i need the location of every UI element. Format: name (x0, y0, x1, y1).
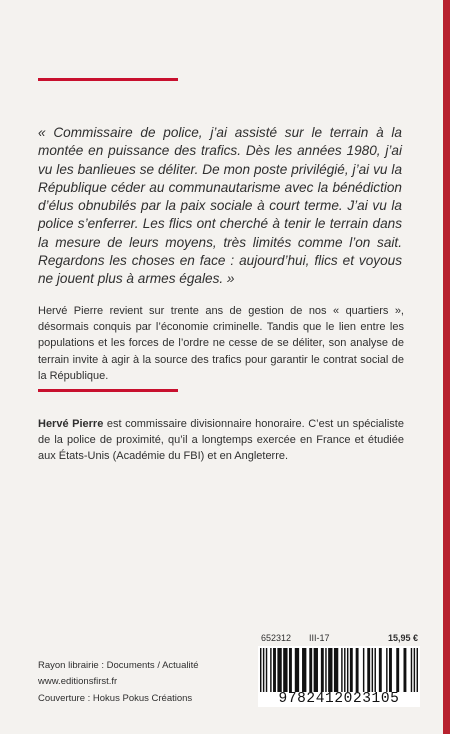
price: 15,95 € (387, 633, 418, 643)
barcode-bar (372, 648, 373, 692)
barcode-bar (263, 648, 264, 692)
reference-code: III-17 (309, 633, 330, 643)
barcode-block (258, 633, 420, 707)
barcode-bar (379, 648, 382, 692)
barcode-bar (273, 648, 276, 692)
barcode-bar (389, 648, 392, 692)
barcode-bar (270, 648, 271, 692)
barcode-bar (344, 648, 345, 692)
barcode-header (258, 633, 420, 645)
barcode-bar (341, 648, 342, 692)
barcode-bar (302, 648, 306, 692)
product-code: 652312 (261, 633, 292, 643)
barcode-bar (375, 648, 376, 692)
red-divider-bottom (38, 389, 178, 392)
author-bio-text: est commissaire divisionnaire honoraire. C’est un spécialiste de la police de proximité, qu’il a longtemps exercée en France et étudiée aux États-Unis (Académie du FBI) et en Angleterre. (38, 418, 404, 463)
rayon-label: Rayon librairie : Documents / Actualité (38, 660, 199, 671)
barcode-bar (321, 648, 324, 692)
barcode-bar (347, 648, 348, 692)
barcode-bar (334, 648, 338, 692)
barcode-bar (386, 648, 387, 692)
barcode-bar (283, 648, 287, 692)
author-bio (38, 416, 404, 465)
quote-text: « Commissaire de police, j’ai assisté sur le terrain à la montée en puissance des trafics. Dès les années 1980, j’ai vu les banlieues se déliter. De mon poste privilégié, j’ai vu la République céder au communautarisme avec la bénédiction d’élus obnubilés par la paix sociale à court terme. J’ai vu la police s’enferrer. Les flics ont cherché à tenir le terrain dans la mesure de leurs moyens, très limités comme l’on sait. Regardons les choses en face : aujourd’hui, flics et voyous ne jouent plus à armes égales. » (38, 125, 402, 287)
barcode-bar (295, 648, 299, 692)
barcode-bar (367, 648, 370, 692)
barcode-bar (350, 648, 353, 692)
barcode-bar (289, 648, 292, 692)
barcode-bar (404, 648, 407, 692)
barcode-bar (396, 648, 399, 692)
barcode-bar (363, 648, 364, 692)
publisher-website: www.editionsfirst.fr (38, 676, 118, 688)
author-name: Hervé Pierre (38, 418, 104, 430)
credits-block (38, 658, 199, 707)
barcode-bars (260, 648, 418, 692)
ean-number: 9782412023105 (278, 691, 400, 707)
barcode-bar (417, 648, 418, 692)
red-divider-top (38, 78, 178, 81)
red-edge-strip (443, 0, 450, 734)
barcode-bar (325, 648, 326, 692)
barcode-bar (414, 648, 415, 692)
barcode-bar (309, 648, 312, 692)
barcode-bar (356, 648, 359, 692)
barcode-bar (411, 648, 412, 692)
barcode-bar (260, 648, 261, 692)
barcode-bar (328, 648, 332, 692)
cover-credit: Couverture : Hokus Pokus Créations (38, 692, 193, 704)
book-description: Hervé Pierre revient sur trente ans de gestion de nos « quartiers », désormais conquis par l’économie criminelle. Tandis que le lien entre les populations et les forces de l’ordre ne cesse de se déliter, son analyse de terrain invite à agir à la source des trafics pour garantir le contrat social de la République. (38, 305, 404, 382)
barcode-bar (277, 648, 281, 692)
barcode-bar (314, 648, 318, 692)
barcode-bar (266, 648, 267, 692)
